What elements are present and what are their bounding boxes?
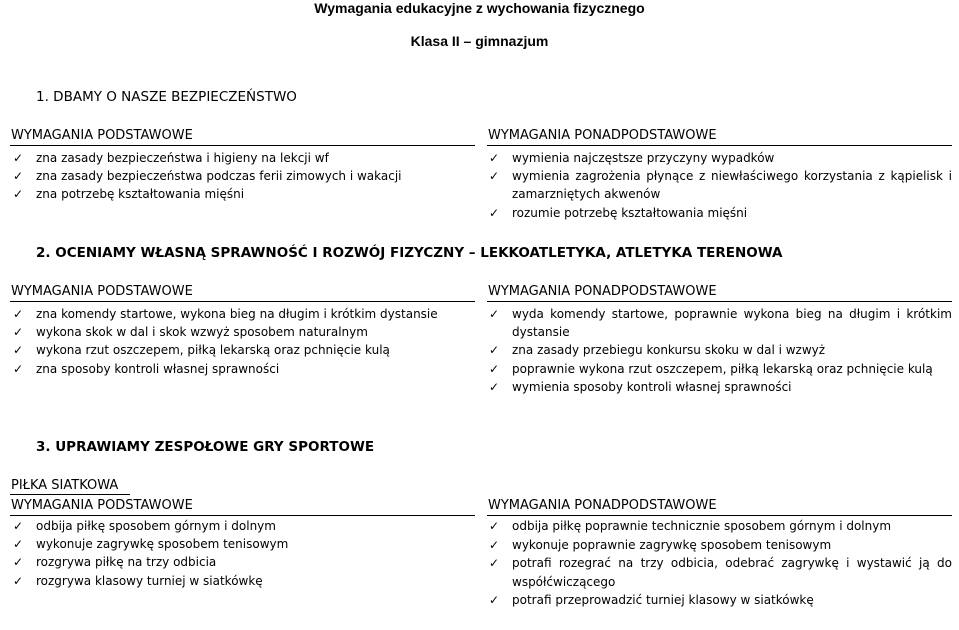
list-item: ✓ rozumie potrzebę kształtowania mięśni <box>487 204 952 222</box>
check-icon: ✓ <box>489 556 500 570</box>
list-item: ✓ wyda komendy startowe, poprawnie wykona bieg na długim i krótkim dystansie <box>489 307 952 340</box>
list-item: ✓ poprawnie wykona rzut oszczepem, piłką lekarską oraz pchnięcie kulą <box>487 360 952 378</box>
section-1-advanced-list <box>487 149 952 222</box>
check-icon: ✓ <box>489 519 500 533</box>
section-2-advanced-title: WYMAGANIA PONADPODSTAWOWE <box>488 284 717 299</box>
section-2-heading: 2. OCENIAMY WŁASNĄ SPRAWNOŚĆ I ROZWÓJ FIZYCZNY – LEKKOATLETYKA, ATLETYKA TERENOWA <box>36 245 783 261</box>
check-icon: ✓ <box>13 307 24 321</box>
check-icon: ✓ <box>489 151 500 165</box>
section-2-advanced-list <box>487 305 952 396</box>
check-icon: ✓ <box>489 205 500 220</box>
check-icon: ✓ <box>13 573 24 588</box>
list-item: ✓ odbija piłkę sposobem górnym i dolnym <box>11 517 473 535</box>
list-item: ✓ wykonuje poprawnie zagrywkę sposobem tenisowym <box>487 536 952 555</box>
section-3-advanced-divider <box>487 515 952 516</box>
section-3-advanced-list <box>487 517 952 610</box>
section-3-heading: 3. UPRAWIAMY ZESPOŁOWE GRY SPORTOWE <box>36 439 375 455</box>
list-item: ✓ rozgrywa klasowy turniej w siatkówkę <box>11 572 473 590</box>
list-item: ✓ zna zasady przebiegu konkursu skoku w dal i wzwyż <box>487 341 952 359</box>
section-3-subheading-underline <box>10 494 130 495</box>
check-icon: ✓ <box>489 307 500 321</box>
document-subtitle: Klasa II – gimnazjum <box>410 33 549 49</box>
section-1-basic-list <box>11 149 473 204</box>
list-item: ✓ zna zasady bezpieczeństwa i higieny na lekcji wf <box>11 149 473 167</box>
section-2-advanced-divider <box>487 301 952 302</box>
list-item: ✓ potrafi rozegrać na trzy odbicia, odebrać zagrywkę i wystawić ją do współćwiczącego <box>489 556 952 589</box>
check-icon: ✓ <box>13 519 24 533</box>
section-1-advanced-title: WYMAGANIA PONADPODSTAWOWE <box>488 128 717 143</box>
list-item: ✓ potrafi przeprowadzić turniej klasowy w siatkówkę <box>487 591 952 610</box>
list-item: ✓ zna zasady bezpieczeństwa podczas ferii zimowych i wakacji <box>11 167 473 185</box>
section-3-basic-divider <box>10 515 475 516</box>
list-item: ✓ rozgrywa piłkę na trzy odbicia <box>11 553 473 571</box>
check-icon: ✓ <box>13 325 24 340</box>
check-icon: ✓ <box>489 593 500 607</box>
section-3-advanced-title: WYMAGANIA PONADPODSTAWOWE <box>488 498 717 513</box>
check-icon: ✓ <box>489 537 500 552</box>
section-1-basic-title: WYMAGANIA PODSTAWOWE <box>11 128 193 143</box>
list-item: ✓ wykonuje zagrywkę sposobem tenisowym <box>11 535 473 553</box>
document-title: Wymagania edukacyjne z wychowania fizycznego <box>314 0 645 16</box>
check-icon: ✓ <box>489 343 500 358</box>
list-item: ✓ wymienia zagrożenia płynące z niewłaściwego korzystania z kąpielisk i zamarzniętych akwenów <box>489 169 952 202</box>
list-item: ✓ zna sposoby kontroli własnej sprawności <box>11 360 473 378</box>
section-3-basic-list <box>11 517 473 590</box>
section-2-basic-divider <box>10 301 475 302</box>
check-icon: ✓ <box>13 169 24 184</box>
section-3-subheading: PIŁKA SIATKOWA <box>11 478 119 493</box>
section-2-basic-list <box>11 305 473 378</box>
check-icon: ✓ <box>489 169 500 184</box>
check-icon: ✓ <box>13 537 24 552</box>
check-icon: ✓ <box>489 379 500 394</box>
list-item: ✓ zna potrzebę kształtowania mięśni <box>11 185 473 203</box>
list-item: ✓ wymienia najczęstsze przyczyny wypadków <box>487 149 952 167</box>
check-icon: ✓ <box>13 187 24 202</box>
list-item: ✓ wymienia sposoby kontroli własnej sprawności <box>487 378 952 396</box>
check-icon: ✓ <box>13 343 24 358</box>
section-1-advanced-divider <box>487 145 952 146</box>
section-1-heading: 1. DBAMY O NASZE BEZPIECZEŃSTWO <box>36 89 297 105</box>
section-2-basic-title: WYMAGANIA PODSTAWOWE <box>11 284 193 299</box>
section-3-basic-title: WYMAGANIA PODSTAWOWE <box>11 498 193 513</box>
list-item: ✓ wykona rzut oszczepem, piłką lekarską oraz pchnięcie kulą <box>11 341 473 359</box>
list-item: ✓ odbija piłkę poprawnie technicznie sposobem górnym i dolnym <box>487 517 952 536</box>
section-1-basic-divider <box>10 145 475 146</box>
check-icon: ✓ <box>13 555 24 570</box>
list-item: ✓ wykona skok w dal i skok wzwyż sposobem naturalnym <box>11 323 473 341</box>
check-icon: ✓ <box>489 361 500 376</box>
check-icon: ✓ <box>13 361 24 376</box>
check-icon: ✓ <box>13 151 24 165</box>
list-item: ✓ zna komendy startowe, wykona bieg na długim i krótkim dystansie <box>11 305 473 323</box>
